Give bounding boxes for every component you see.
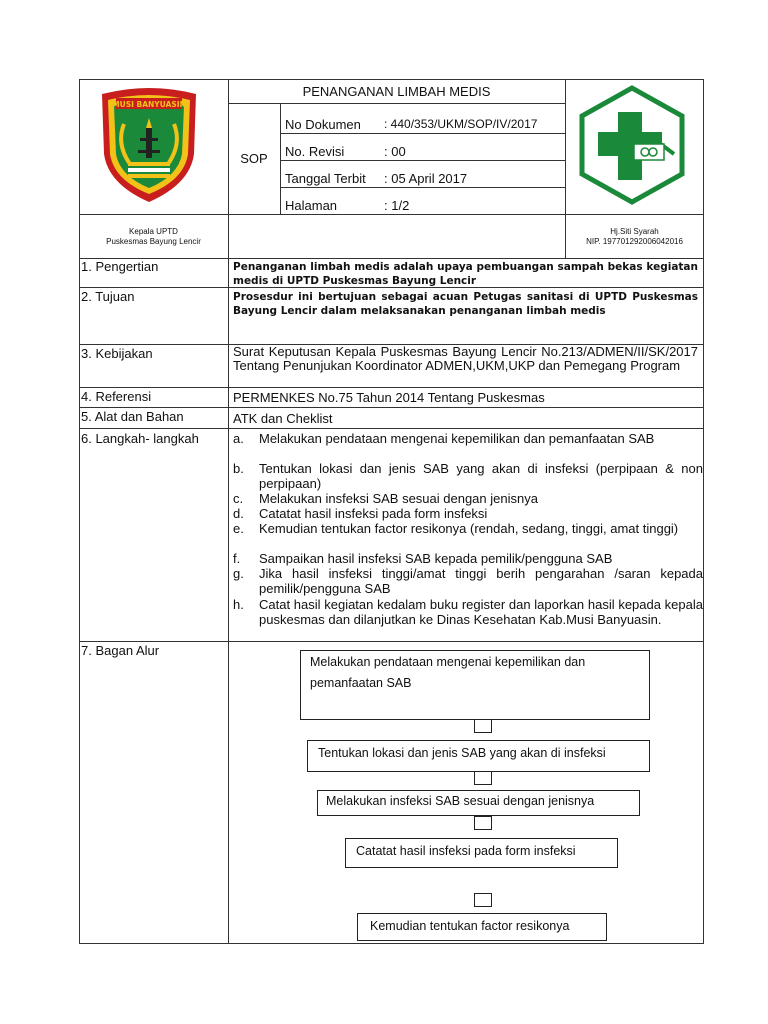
divider [79, 387, 704, 388]
flow-box-2 [307, 740, 650, 772]
table-border-right [703, 79, 704, 944]
divider [79, 407, 704, 408]
flow-connector [474, 816, 492, 830]
step-text: Melakukan insfeksi SAB sesuai dengan jenisnya [259, 491, 538, 506]
svg-text:MUSI BANYUASIN: MUSI BANYUASIN [112, 100, 186, 109]
flow-box-2-text: Tentukan lokasi dan jenis SAB yang akan di insfeksi [318, 746, 606, 760]
flow-connector [474, 771, 492, 785]
flow-box-4-text: Catatat hasil insfeksi pada form insfeksi [356, 844, 576, 858]
step-letter: c. [233, 491, 244, 506]
section-label-kebijakan: 3. Kebijakan [81, 346, 153, 361]
section-label-bagan: 7. Bagan Alur [81, 643, 160, 658]
puskesmas-logo [574, 84, 690, 206]
flow-box-1-line2: pemanfaatan SAB [310, 676, 412, 690]
referensi-text: PERMENKES No.75 Tahun 2014 Tentang Puskesmas [233, 390, 545, 405]
field-tanggal-value: : 05 April 2017 [384, 171, 468, 186]
field-no-dokumen-label: No Dokumen [285, 117, 361, 132]
field-no-dokumen-value: : 440/353/UKM/SOP/IV/2017 [384, 117, 538, 131]
divider [280, 160, 565, 161]
section-label-tujuan: 2. Tujuan [81, 289, 135, 304]
kebijakan-text: Surat Keputusan Kepala Puskesmas Bayung Lencir No.213/ADMEN/II/SK/2017 Tentang Penunjukan Koordinator ADMEN,UKM,UKP dan Pemegang Program [233, 344, 698, 373]
divider [280, 187, 565, 188]
alat-text: ATK dan Cheklist [233, 411, 333, 426]
field-halaman-value: : 1/2 [384, 198, 410, 213]
tujuan-text: Prosesdur ini bertujuan sebagai acuan Petugas sanitasi di UPTD Puskesmas Bayung Lencir dalam melaksanakan penanganan limbah medis [233, 291, 698, 317]
pengertian-text: Penanganan limbah medis adalah upaya pembuangan sampah bekas kegiatan medis di UPTD Puskesmas Bayung Lencir [233, 261, 698, 287]
field-no-revisi-value: : 00 [384, 144, 406, 159]
table-border-top [79, 79, 704, 80]
left-signature-place: Puskesmas Bayung Lencir [106, 237, 201, 246]
section-label-referensi: 4. Referensi [81, 389, 152, 404]
sop-label: SOP [240, 151, 268, 166]
step-letter: f. [233, 551, 241, 566]
table-border-left [79, 79, 80, 944]
flow-box-3 [317, 790, 640, 816]
divider [79, 214, 704, 215]
table-border-bottom [79, 943, 704, 944]
divider [79, 258, 704, 259]
divider [280, 133, 565, 134]
field-no-revisi-label: No. Revisi [285, 144, 345, 159]
document-title: PENANGANAN LIMBAH MEDIS [302, 84, 491, 99]
section-label-pengertian: 1. Pengertian [81, 259, 159, 274]
divider [79, 641, 704, 642]
right-signature-name: Hj.Siti Syarah [610, 227, 659, 236]
step-letter: h. [233, 597, 244, 612]
step-letter: b. [233, 461, 244, 476]
flow-box-5-text: Kemudian tentukan factor resikonya [370, 919, 570, 933]
step-letter: a. [233, 431, 244, 446]
step-text: Catat hasil kegiatan kedalam buku register dan laporkan hasil kepada kepala puskesmas dan dilanjutkan ke Dinas Kesehatan Kab.Musi Banyuasin. [259, 597, 703, 627]
flow-box-1 [300, 650, 650, 720]
step-text: Kemudian tentukan factor resikonya (rendah, sedang, tinggi, amat tinggi) [259, 521, 679, 536]
musi-banyuasin-logo [94, 84, 204, 206]
right-signature-nip: NIP. 197701292006042016 [586, 237, 683, 246]
field-halaman-label: Halaman [285, 198, 338, 213]
flow-connector [474, 893, 492, 907]
divider [228, 79, 229, 944]
flow-box-5 [357, 913, 607, 941]
field-tanggal-label: Tanggal Terbit [285, 171, 366, 186]
section-label-alat: 5. Alat dan Bahan [81, 409, 184, 424]
flow-connector [474, 719, 492, 733]
step-letter: e. [233, 521, 244, 536]
flow-box-1-line1: Melakukan pendataan mengenai kepemilikan dan [310, 655, 586, 669]
flow-box-3-text: Melakukan insfeksi SAB sesuai dengan jenisnya [326, 794, 595, 808]
step-text: Melakukan pendataan mengenai kepemilikan dan pemanfaatan SAB [259, 431, 655, 446]
step-text: Sampaikan hasil insfeksi SAB kepada pemilik/pengguna SAB [259, 551, 613, 566]
step-letter: d. [233, 506, 244, 521]
divider [79, 428, 704, 429]
divider [228, 103, 565, 104]
divider [280, 103, 281, 214]
step-text: Jika hasil insfeksi tinggi/amat tinggi berih pengarahan /saran kepada pemilik/pengguna SAB [259, 566, 703, 596]
left-signature-title: Kepala UPTD [129, 227, 178, 236]
flow-box-4 [345, 838, 618, 868]
step-text: Tentukan lokasi dan jenis SAB yang akan di insfeksi (perpipaan & non perpipaan) [259, 461, 703, 491]
step-text: Catatat hasil insfeksi pada form insfeksi [259, 506, 488, 521]
section-label-langkah: 6. Langkah- langkah [81, 431, 199, 446]
step-letter: g. [233, 566, 244, 581]
